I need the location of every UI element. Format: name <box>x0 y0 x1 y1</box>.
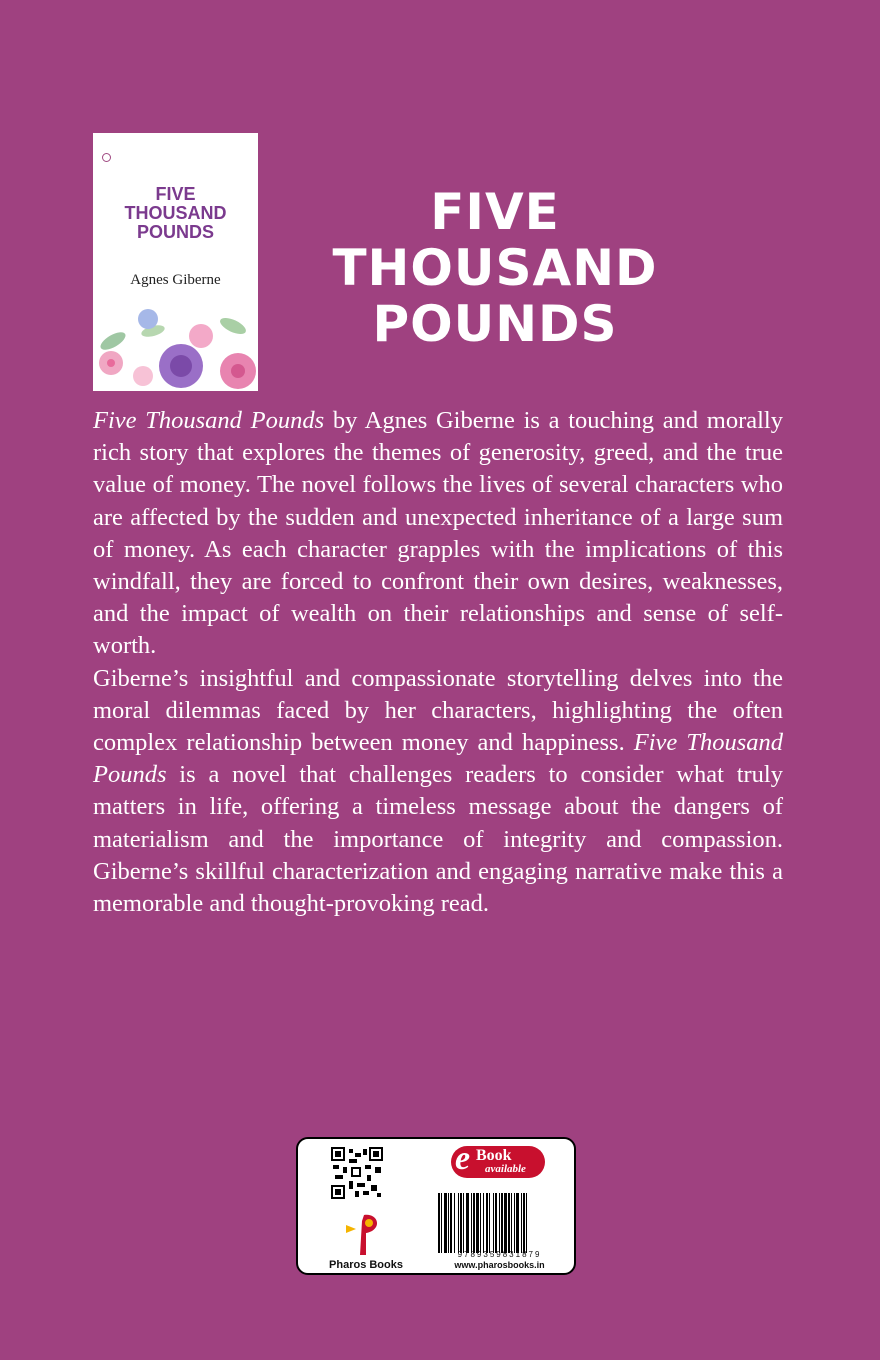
blurb-text: Giberne’s insightful and compassionate storytelling delves into the moral dilemmas faced by her characters, highlighting the often complex relationship between money and happiness. <box>93 664 783 757</box>
ebook-available: available <box>485 1163 526 1175</box>
blurb-text: by Agnes Giberne is a touching and morally rich story that explores the themes of generosity, greed, and the true value of money. The novel follows the lives of several characters who are affected by the sudden and unexpected inheritance of a large sum of money. As each character grapples with the implications of this windfall, they are forced to confront their own desires, weaknesses, and the impact of wealth on their relationships and sense of self-worth. <box>93 407 783 660</box>
title-line: FIVE <box>430 183 560 241</box>
pharos-lighthouse-icon <box>326 1211 406 1259</box>
thumbnail-author: Agnes Giberne <box>130 272 221 288</box>
blurb-paragraph-1 <box>93 405 783 663</box>
isbn-number: 9789359831879 <box>457 1250 542 1259</box>
blurb-italic-title: Five Thousand Pounds <box>93 729 783 789</box>
website-url: www.pharosbooks.in <box>454 1260 545 1270</box>
cover-thumbnail <box>93 133 258 391</box>
barcode <box>438 1193 561 1253</box>
ebook-e: e <box>455 1140 471 1177</box>
ebook-book: Book <box>476 1147 512 1164</box>
publisher-name: Pharos Books <box>329 1259 403 1271</box>
blurb-italic-title: Five Thousand Pounds <box>93 407 325 434</box>
ebook-available-badge <box>451 1140 545 1178</box>
thumbnail-title <box>93 185 258 242</box>
publisher-box <box>296 1137 576 1275</box>
blurb <box>93 405 783 920</box>
thumbnail-title-line: POUNDS <box>136 222 214 242</box>
blurb-paragraph-2 <box>93 663 783 921</box>
flower-illustration <box>93 301 258 391</box>
thumbnail-title-line: FIVE <box>155 184 196 204</box>
title-line: THOUSAND <box>332 239 658 297</box>
qr-code-icon <box>331 1147 383 1199</box>
title-line: POUNDS <box>372 295 618 353</box>
book-title <box>300 184 690 352</box>
thumbnail-title-line: THOUSAND <box>124 203 227 223</box>
blurb-text: is a novel that challenges readers to consider what truly matters in life, offering a timeless message about the dangers of materialism and the importance of integrity and compassion. Giberne’s skillful characterization and engaging narrative make this a memorable and thought-provoking read. <box>93 761 783 918</box>
publisher-logo <box>326 1211 406 1273</box>
publisher-mark-icon <box>102 153 111 162</box>
